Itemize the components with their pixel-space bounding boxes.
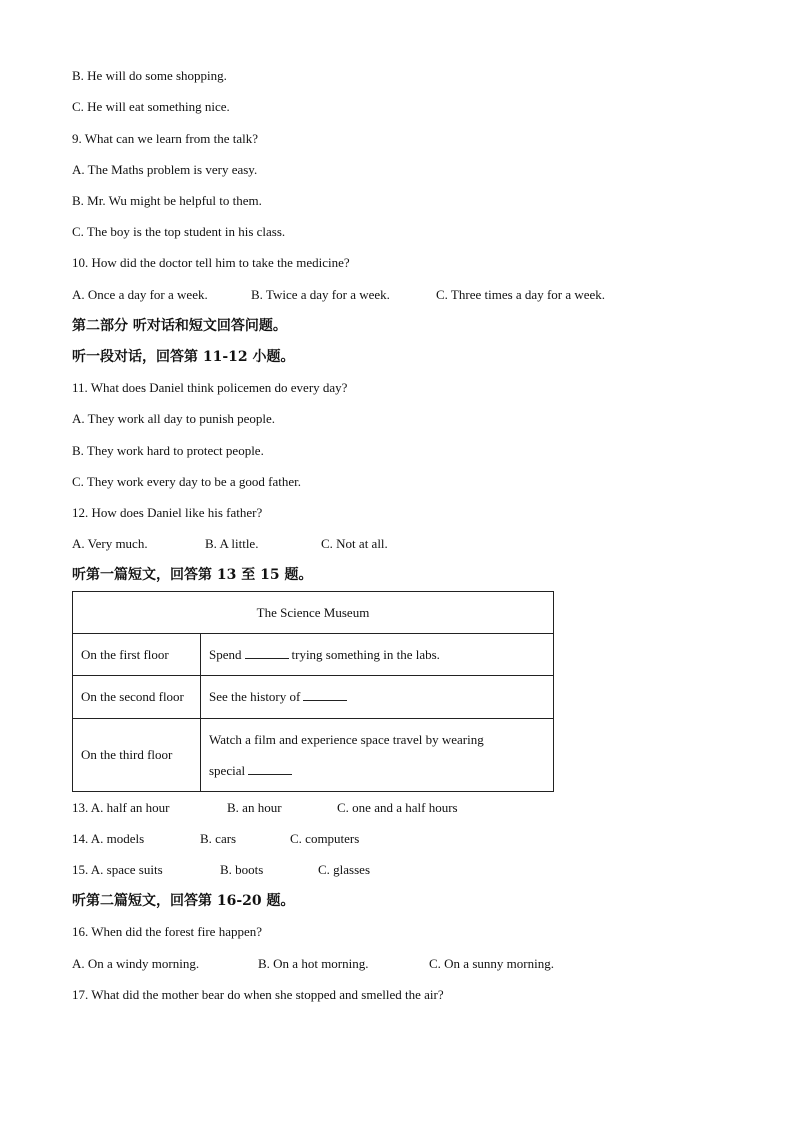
q13-option-b: B. an hour	[227, 800, 282, 815]
table-title: The Science Museum	[73, 592, 554, 634]
q13-option-a: 13. A. half an hour	[72, 800, 170, 815]
q16-option-b: B. On a hot morning.	[258, 956, 369, 971]
answer-blank	[248, 763, 292, 775]
row1-text-post: trying something in the labs.	[291, 646, 440, 662]
question-16: 16. When did the forest fire happen?	[72, 924, 262, 939]
q12-option-b: B. A little.	[205, 536, 259, 551]
q10-option-a: A. Once a day for a week.	[72, 287, 208, 302]
q9-option-b: B. Mr. Wu might be helpful to them.	[72, 193, 262, 208]
question-10: 10. How did the doctor tell him to take the medicine?	[72, 255, 350, 270]
q14-option-b: B. cars	[200, 831, 237, 846]
row-content-first-floor	[201, 634, 554, 676]
row-label-first-floor: On the first floor	[73, 634, 201, 676]
q8-option-b: B. He will do some shopping.	[72, 68, 227, 83]
passage-two-heading: 听第二篇短文，回答第 16-20 题。	[72, 893, 295, 909]
q12-option-a: A. Very much.	[72, 536, 148, 551]
q14-option-c: C. computers	[290, 831, 360, 846]
q12-option-c: C. Not at all.	[321, 536, 388, 551]
answer-blank	[245, 647, 289, 659]
answer-blank	[303, 689, 347, 701]
q15-option-b: B. boots	[220, 862, 264, 877]
q11-option-b: B. They work hard to protect people.	[72, 443, 264, 458]
q10-option-b: B. Twice a day for a week.	[251, 287, 390, 302]
row-label-third-floor: On the third floor	[73, 719, 201, 792]
row3-text-line1: Watch a film and experience space travel by wearing	[209, 732, 484, 747]
q15-option-c: C. glasses	[318, 862, 370, 877]
q14-option-a: 14. A. models	[72, 831, 145, 846]
row-label-second-floor: On the second floor	[73, 676, 201, 719]
q11-option-c: C. They work every day to be a good father.	[72, 474, 301, 489]
row2-text-pre: See the history of	[209, 689, 301, 704]
question-17: 17. What did the mother bear do when she stopped and smelled the air?	[72, 987, 444, 1002]
q9-option-a: A. The Maths problem is very easy.	[72, 162, 258, 177]
row-content-second-floor	[201, 676, 554, 719]
q11-option-a: A. They work all day to punish people.	[72, 411, 276, 426]
row3-text-line2	[209, 755, 545, 786]
q16-option-a: A. On a windy morning.	[72, 956, 200, 971]
q9-option-c: C. The boy is the top student in his class.	[72, 224, 286, 239]
question-11: 11. What does Daniel think policemen do every day?	[72, 380, 348, 395]
question-12: 12. How does Daniel like his father?	[72, 505, 263, 520]
q10-option-c: C. Three times a day for a week.	[436, 287, 606, 302]
q15-option-a: 15. A. space suits	[72, 862, 163, 877]
row-content-third-floor	[201, 719, 554, 792]
passage-one-heading: 听第一篇短文，回答第 13 至 15 题。	[72, 567, 313, 583]
row3-text-pre: special	[209, 763, 246, 778]
row1-text-pre: Spend	[209, 646, 242, 662]
part-two-heading: 第二部分 听对话和短文回答问题。	[72, 318, 287, 334]
science-museum-table	[72, 591, 554, 792]
dialog-heading: 听一段对话，回答第 11-12 小题。	[72, 349, 295, 365]
q8-option-c: C. He will eat something nice.	[72, 99, 230, 114]
q16-option-c: C. On a sunny morning.	[429, 956, 554, 971]
question-9: 9. What can we learn from the talk?	[72, 131, 259, 146]
q13-option-c: C. one and a half hours	[337, 800, 458, 815]
